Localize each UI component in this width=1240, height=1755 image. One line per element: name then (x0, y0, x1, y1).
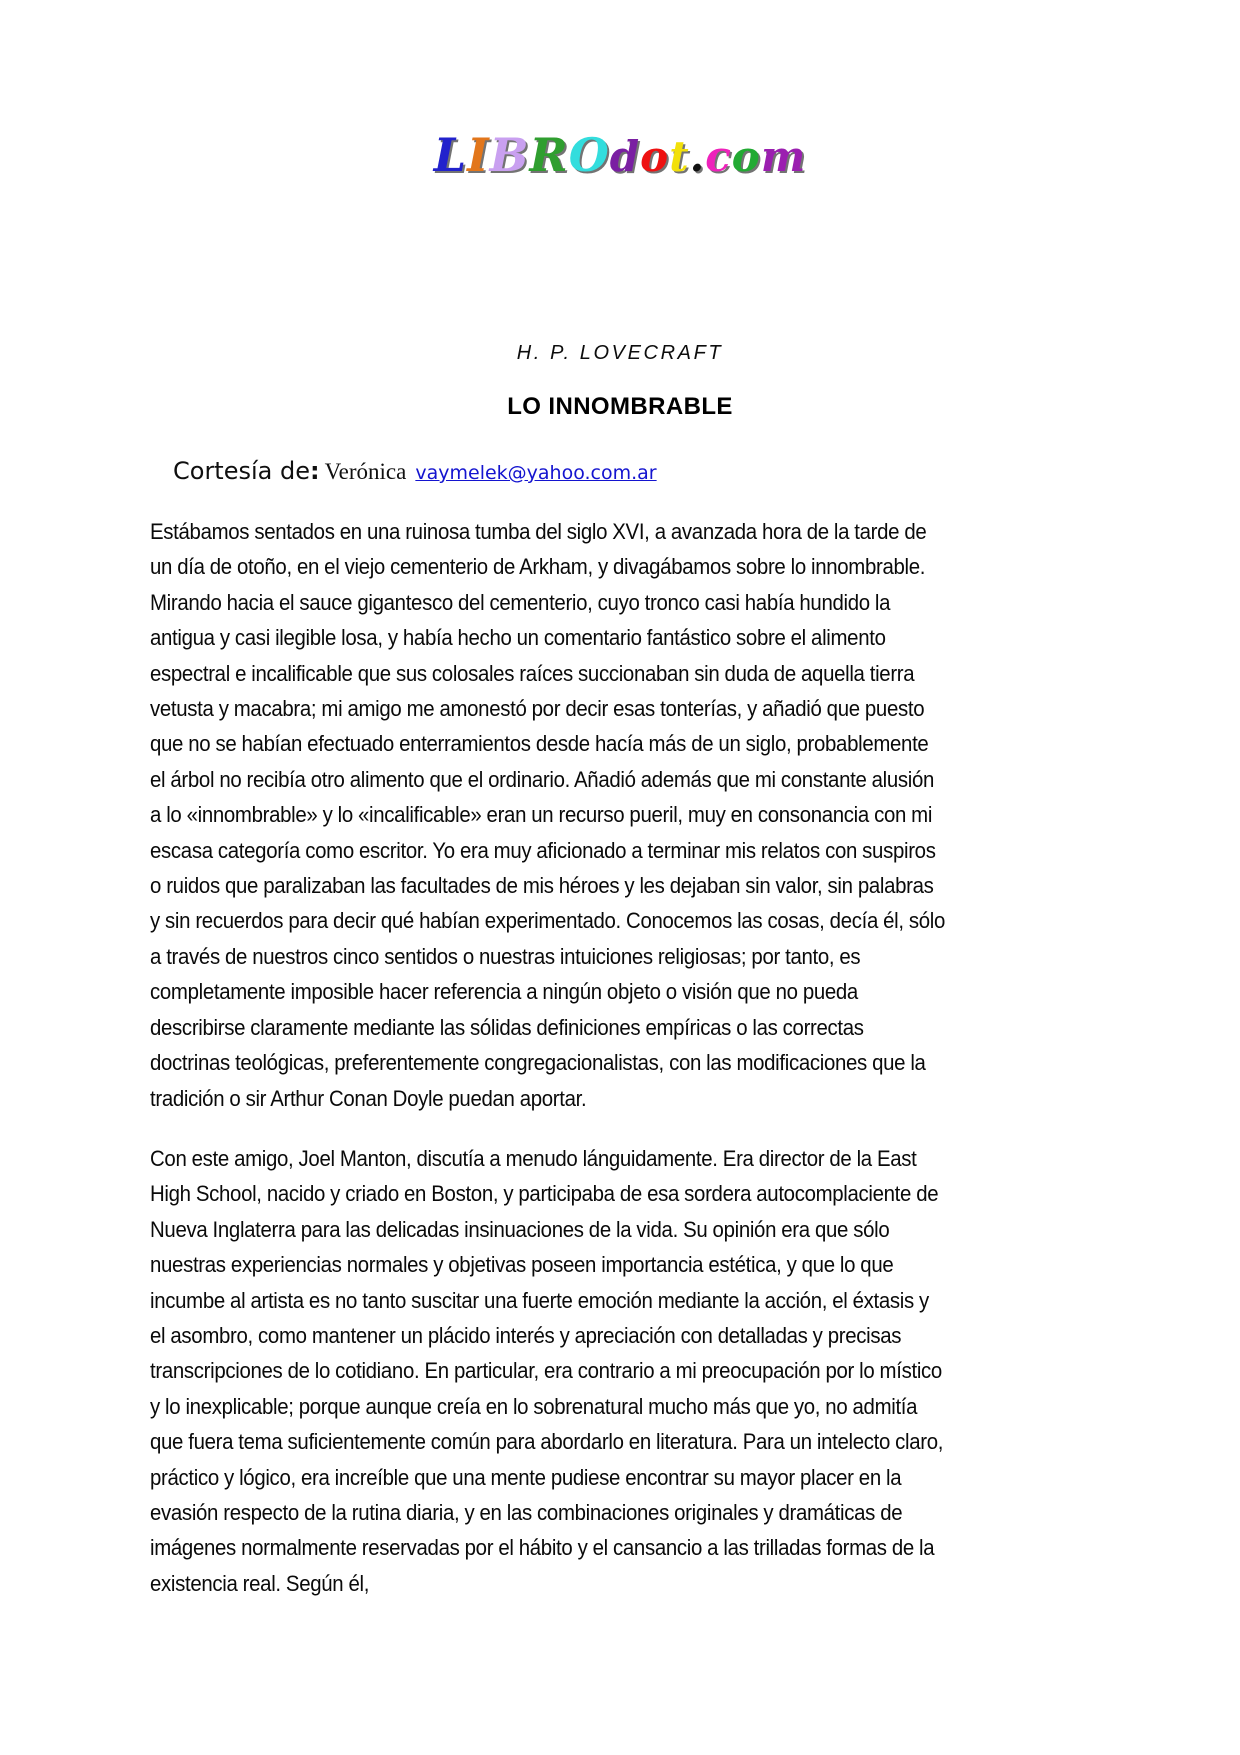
logo-letter-t: t (669, 132, 690, 181)
logo-letter-o: o (640, 132, 670, 181)
logo-letter-o2: o (731, 132, 761, 181)
logo-letter-O: O (568, 128, 610, 182)
logo-letter-L: L (433, 128, 468, 182)
paragraph-1: Estábamos sentados en una ruinosa tumba del siglo XVI, a avanzada hora de la tarde de un día de otoño, en el viejo cementerio de Arkham, y divagábamos sobre lo innombrable. Mirando hacia el sauce gigantesco del cementerio, cuyo tronco casi había hundido la antigua y casi ilegible losa, y había hecho un comentario fantástico sobre el alimento espectral e incalificable que sus colosales raíces succionaban sin duda de aquella tierra vetusta y macabra; mi amigo me amonestó por decir esas tonterías, y añadió que puesto que no se habían efectuado enterramientos desde hacía más de un siglo, probablemente el árbol no recibía otro alimento que el ordinario. Añadió además que mi constante alusión a lo «innombrable» y lo «incalificable» eran un recurso pueril, muy en consonancia con mi escasa categoría como escritor. Yo era muy aficionado a terminar mis relatos con suspiros o ruidos que paralizaban las facultades de mis héroes y les dejaban sin valor, sin palabras y sin recuerdos para decir qué habían experimentado. Conocemos las cosas, decía él, sólo a través de nuestros cinco sentidos o nuestras intuiciones religiosas; por tanto, es completamente imposible hacer referencia a ningún objeto o visión que no pueda describirse claramente mediante las sólidas definiciones empíricas o las correctas doctrinas teológicas, preferentemente congregacionalistas, con las modificaciones que la tradición o sir Arthur Conan Doyle puedan aportar. (150, 519, 946, 1111)
courtesy-contributor-name: Verónica (324, 459, 407, 484)
logo-letter-d: d (609, 132, 641, 181)
logo-letter-m: m (760, 132, 807, 181)
courtesy-colon: : (310, 457, 320, 485)
courtesy-line (173, 457, 657, 485)
logo-letter-dot: . (689, 132, 706, 181)
logo-letter-I: I (467, 128, 490, 182)
logo-wordmark (433, 128, 807, 182)
author-name: H. P. LOVECRAFT (516, 342, 724, 364)
page-title: LO INNOMBRABLE (507, 393, 733, 420)
logo-letter-c: c (705, 132, 732, 181)
paragraph-2: Con este amigo, Joel Manton, discutía a menudo lánguidamente. Era director de la East High School, nacido y criado en Boston, y participaba de esa sordera autocomplaciente de Nueva Inglaterra para las delicadas insinuaciones de la vida. Su opinión era que sólo nuestras experiencias normales y objetivas poseen importancia estética, y que lo que incumbe al artista es no tanto suscitar una fuerte emoción mediante la acción, el éxtasis y el asombro, como mantener un plácido interés y apreciación con detalladas y precisas transcripciones de lo cotidiano. En particular, era contrario a mi preocupación por lo místico y lo inexplicable; porque aunque creía en lo sobrenatural mucho más que yo, no admitía que fuera tema suficientemente común para abordarlo en literatura. Para un intelecto claro, práctico y lógico, era increíble que una mente pudiese encontrar su mayor placer en la evasión respecto de la rutina diaria, y en las combinaciones originales y dramáticas de imágenes normalmente reservadas por el hábito y el cansancio a las trilladas formas de la existencia real. Según él, (150, 1145, 944, 1596)
body-text (150, 514, 950, 1626)
logo-letter-R: R (529, 128, 569, 182)
librodot-logo (0, 128, 1240, 182)
email-link[interactable]: vaymelek@yahoo.com.ar (415, 462, 657, 484)
courtesy-label: Cortesía de (173, 457, 310, 485)
logo-letter-B: B (489, 128, 530, 182)
